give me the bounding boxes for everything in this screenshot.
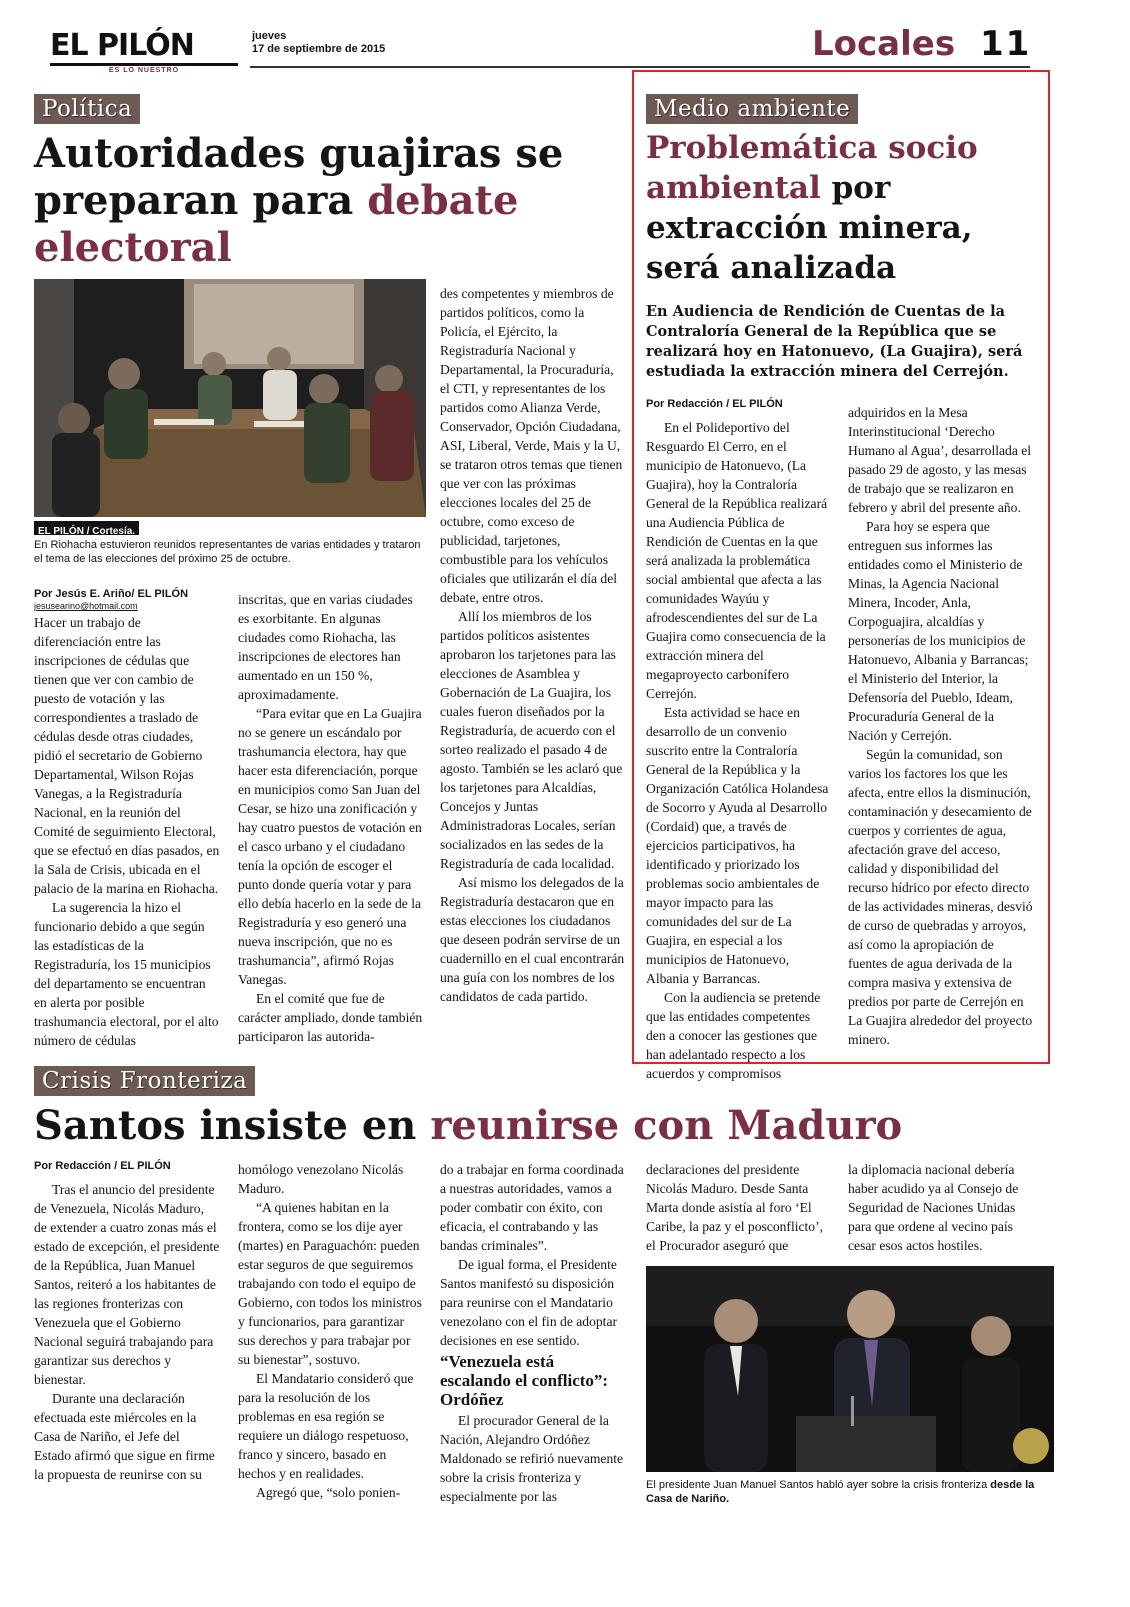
author-email: jesusearino@hotmail.com: [34, 601, 138, 611]
meeting-photo: [34, 279, 426, 517]
paragraph: la diplomacia nacional debería haber acudido ya al Consejo de Seguridad de Naciones Unidas para que ordene al vecino país cesar esos actos hostiles.: [848, 1162, 1019, 1253]
paragraph: “A quienes habitan en la frontera, como se los dije ayer (martes) en Paraguachón: pueden estar seguros de que seguiremos trabajando con todo el equipo de Gobierno, con todos los ministros y funcionarios, para garantizar sus derechos y para trabajar por su bienestar”, sostuvo.: [238, 1200, 422, 1367]
paragraph: Tras el anuncio del presidente de Venezuela, Nicolás Maduro, de extender a cuatro zonas más el estado de excepción, el presidente de la República, Juan Manuel Santos, reiteró a los habitantes de las regiones fronterizas con Venezuela que el Gobierno Nacional seguirá trabajando para garantizar sus derechos y bienestar.: [34, 1182, 220, 1387]
paragraph: do a trabajar en forma coordinada a nuestras autoridades, vamos a poder combatir con éxito, con eficacia, el contrabando y las bandas criminales”.: [440, 1162, 624, 1253]
crisis-column-1: [34, 1180, 220, 1484]
politica-headline: [34, 130, 634, 271]
paragraph: Allí los miembros de los partidos políticos asistentes aprobaron los tarjetones para las elecciones de Asamblea y Gobernación de La Guajira, los cuales fueron diseñados por la Registraduría, de acuerdo con el sorteo realizado el pasado 4 de agosto. También se les aclaró que los tarjetones para Alcaldías, Concejos y Juntas Administradoras Locales, serían socializados en las sedes de la Registraduría de cada localidad.: [440, 609, 623, 871]
ambiente-byline: Por Redacción / EL PILÓN: [646, 398, 783, 410]
paragraph: El Mandatario consideró que para la resolución de los problemas en esa región se requiere un diálogo respetuoso, franco y sincero, basado en hechos y en realidades.: [238, 1371, 414, 1481]
meeting-photo-caption: En Riohacha estuvieron reunidos representantes de varias entidades y trataron el tema de las elecciones del próximo 25 de octubre.: [34, 539, 421, 565]
politica-byline: Por Jesús E. Ariño/ EL PILÓN: [34, 588, 189, 600]
politica-column-3: [440, 284, 626, 1006]
paragraph: Así mismo los delegados de la Registraduría destacaron que en estas elecciones los ciudadanos que deseen podrán servirse de un cuadernillo en el cual encontrarán una guía con los nombres de los candidatos de cada partido.: [440, 875, 625, 1004]
paragraph: El procurador General de la Nación, Alejandro Ordóñez Maldonado se refirió nuevamente sobre la crisis fronteriza y especialmente por las: [440, 1413, 624, 1504]
masthead: [0, 0, 1130, 80]
paragraph: Según la comunidad, son varios los factores los que les afecta, entre ellos la disminución, contaminación y desecamiento de cuerpos y corrientes de agua, afectación grave del acceso, calidad y disponibilidad del recurso hídrico por efecto directo de las actividades mineras, desvió de curso de quebradas y arroyos, así como la apropiación de fuentes de agua derivada de la compra masiva y extensiva de predios por parte de Cerrejón en La Guajira alrededor del proyecto minero.: [848, 747, 1033, 1047]
crisis-byline: Por Redacción / EL PILÓN: [34, 1160, 171, 1172]
ambiente-headline-highlight: Problemática socio ambiental: [646, 130, 978, 206]
crisis-column-4: [646, 1160, 832, 1255]
paragraph: Durante una declaración efectuada este miércoles en la Casa de Nariño, el Jefe del Estado afirmó que sigue en firme la propuesta de reunirse con su: [34, 1391, 215, 1482]
crisis-headline-highlight: reunirse con Maduro: [430, 1102, 903, 1149]
date-block: [252, 30, 385, 56]
paragraph: Con la audiencia se pretende que las entidades competentes den a conocer las gestiones que han adelantado respecto a los acuerdos y compromisos: [646, 990, 821, 1081]
issue-day: jueves: [252, 30, 287, 42]
paragraph: declaraciones del presidente Nicolás Maduro. Desde Santa Marta donde asistía al foro ‘El Caribe, la paz y el posconflicto’, el Procurador aseguró que: [646, 1162, 824, 1253]
santos-photo: [646, 1266, 1054, 1472]
issue-date: 17 de septiembre de 2015: [252, 43, 386, 55]
paragraph: “Para evitar que en La Guajira no se genere un escándalo por trashumancia electora, hay que hacer esta diferenciación, porque en municipios como San Juan del Cesar, se hizo una zonificación y hay cuatro puestos de votación en el casco urbano y el ciudadano tenía la opción de escoger el punto donde quería votar y para ello debía hacerlo en la sede de la Registraduría y eso generó una nueva inscripción, que no es trashumancia”, afirmó Rojas Vanegas.: [238, 706, 422, 987]
masthead-rule: [250, 66, 1030, 68]
politica-column-2: [238, 590, 424, 1046]
crisis-headline-part1: Santos insiste en: [34, 1102, 417, 1149]
paragraph: Para hoy se espera que entreguen sus informes las entidades como el Ministerio de Minas, la Agencia Nacional Minera, Incoder, Anla, Corpoguajira, alcaldías y personerías de los municipios de Hatonuevo, Albania y Barrancas; el Ministerio del Interior, la Defensoría del Pueblo, Ideam, Procuraduría General de la Nación y Cerrejón.: [848, 519, 1029, 743]
ambiente-headline-rest: por extracción minera, será analizada: [646, 170, 973, 286]
paragraph: La sugerencia la hizo el funcionario debido a que según las estadísticas de la Registraduría, los 15 municipios del departamento se encuentran en alerta por posible trashumancia electoral, por el alto número de cédulas: [34, 900, 219, 1048]
ambiente-column-1: [646, 418, 832, 1083]
ambiente-headline: [646, 128, 1036, 288]
paragraph: homólogo venezolano Nicolás Maduro.: [238, 1162, 404, 1196]
politica-column-1: [34, 613, 220, 1050]
section-tag-crisis: Crisis Fronteriza: [34, 1066, 255, 1096]
paragraph: des competentes y miembros de partidos políticos, como la Policía, el Ejército, la Registraduría Nacional y Departamental, la Procuraduría, el CTI, y representantes de los partidos como Alianza Verde, Conservador, Opción Ciudadana, ASI, Liberal, Verde, Mais y la U, se trataron otros temas que tienen que ver con las próximas elecciones locales del 25 de octubre, como exceso de publicidad, tarjetones, combustible para los vehículos oficiales que utilizarán el día del debate, entre otros.: [440, 286, 623, 605]
crisis-column-2: [238, 1160, 424, 1502]
santos-photo-caption: [646, 1478, 1054, 1506]
ambiente-column-2: [848, 403, 1034, 1049]
page-number: 11: [980, 24, 1032, 64]
logo-text: EL PILÓN: [50, 28, 194, 63]
paragraph: De igual forma, el Presidente Santos manifestó su disposición para reunirse con el Mandatario venezolano con el fin de adoptar decisiones en ese sentido.: [440, 1257, 618, 1348]
santos-photo-illustration: [646, 1266, 1054, 1472]
paragraph: adquiridos en la Mesa Interinstitucional ‘Derecho Humano al Agua’, desarrollada el pasado 29 de agosto, y las mesas de trabajo que se realizaron en febrero y abril del presente año.: [848, 405, 1032, 515]
paragraph: inscritas, que en varias ciudades es exorbitante. En algunas ciudades como Riohacha, las inscripciones de electores han aumentado en un 150 %, aproximadamente.: [238, 592, 413, 702]
politica-headline-part1: Autoridades guajiras se preparan para: [34, 130, 564, 224]
photo-credit-text: EL PILÓN / Cortesía.: [38, 526, 136, 537]
logo-tagline: ES LO NUESTRO: [108, 67, 180, 74]
crisis-column-3: [440, 1160, 626, 1506]
paragraph: Hacer un trabajo de diferenciación entre las inscripciones de cédulas que tienen que ver con cambio de puesto de votación y las correspondientes a traslado de cédulas desde otras ciudades, pidió el secretario de Gobierno Departamental, Wilson Rojas Vanegas, a la Registraduría Nacional, en la reunión del Comité de seguimiento Electoral, que se efectuó en días pasados, en la Sala de Crisis, ubicada en el palacio de la marina en Riohacha.: [34, 615, 220, 896]
paragraph: En el Polideportivo del Resguardo El Cerro, en el municipio de Hatonuevo, (La Guajira), hoy la Contraloría General de la República realizará una Audiencia Pública de Rendición de Cuentas en la que será analizada la problemática social ambiental que afecta a las comunidades Wayúu y afrodescendientes del sur de La Guajira como consecuencia de la extracción minera del megaproyecto carbonífero Cerrejón.: [646, 420, 828, 701]
paragraph: Agregó que, “solo ponien-: [256, 1485, 401, 1500]
logo: [50, 30, 240, 78]
paragraph: Esta actividad se hace en desarrollo de un convenio suscrito entre la Contraloría General de la República y la Organización Católica Holandesa de Socorro y Ayuda al Desarrollo (Cordaid) que, a través de ejercicios participativos, ha identificado y priorizado los problemas socio ambientales de mayor impacto para las comunidades del sur de La Guajira, en especial a los municipios de Hatonuevo, Albania y Barrancas.: [646, 705, 829, 986]
crisis-subhead: “Venezuela está escalando el conflicto”: Ordóñez: [440, 1352, 609, 1409]
caption-part1: El presidente Juan Manuel Santos habló ayer sobre la crisis fronteriza: [646, 1479, 988, 1491]
politica-headline-highlight: debate electoral: [34, 177, 519, 271]
caption-part2: desde la Casa de Nariño.: [646, 1479, 1035, 1505]
ambiente-lead: En Audiencia de Rendición de Cuentas de la Contraloría General de la República que se realizará hoy en Hatonuevo, (La Guajira), será estudiada la extracción minera del Cerrejón.: [646, 303, 1023, 380]
section-tag-politica: Política: [34, 94, 140, 124]
paragraph: En el comité que fue de carácter ampliado, donde también participaron las autorida-: [238, 991, 423, 1044]
crisis-headline: [34, 1102, 1044, 1150]
section-name: Locales: [812, 24, 956, 64]
photo-credit: [34, 521, 139, 535]
meeting-photo-illustration: [34, 279, 426, 517]
section-tag-ambiente: Medio ambiente: [646, 94, 858, 124]
crisis-column-5: [848, 1160, 1034, 1255]
